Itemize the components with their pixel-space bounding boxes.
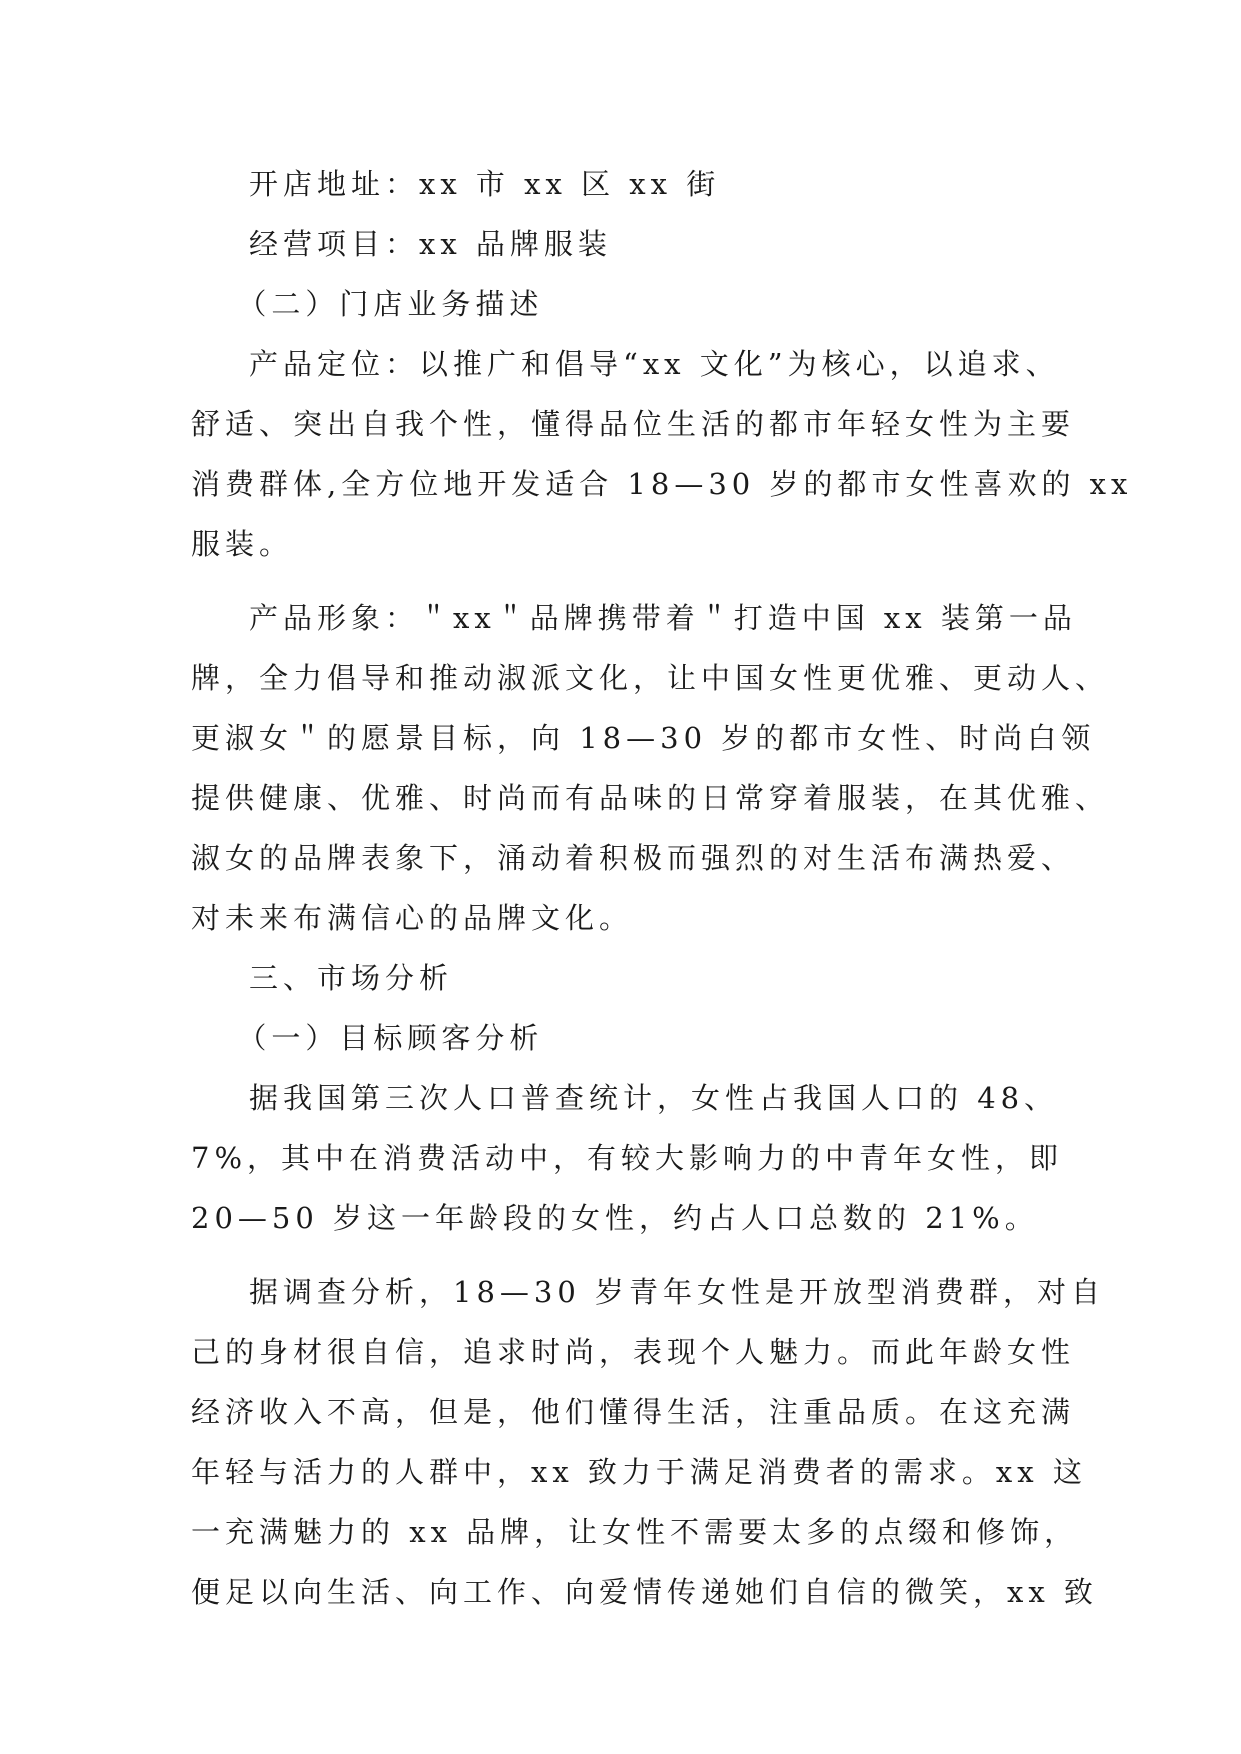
section-heading-store-business: （二）门店业务描述: [237, 287, 544, 321]
section-heading-target-customers: （一）目标顾客分析: [237, 1021, 544, 1055]
paragraph-line: 经济收入不高，但是，他们懂得生活，注重品质。在这充满: [191, 1395, 1076, 1429]
paragraph-survey: [191, 1262, 1106, 1622]
section-heading-market-analysis: 三、市场分析: [249, 961, 454, 995]
paragraph-line: 消费群体,全方位地开发适合 18—30 岁的都市女性喜欢的 xx: [191, 467, 1133, 501]
paragraph-line: 牌，全力倡导和推动淑派文化，让中国女性更优雅、更动人、: [191, 661, 1110, 695]
paragraph-product-image: [191, 588, 1110, 948]
paragraph-line: 据我国第三次人口普查统计，女性占我国人口的 48、: [249, 1081, 1059, 1115]
document-body: [191, 154, 1133, 1622]
paragraph-line: 服装。: [191, 527, 294, 561]
paragraph-line: 产品形象：＂xx＂品牌携带着＂打造中国 xx 装第一品: [249, 601, 1077, 635]
paragraph-line: 提供健康、优雅、时尚而有品味的日常穿着服装，在其优雅、: [191, 781, 1110, 815]
paragraph-line: 产品定位：以推广和倡导“xx 文化”为核心，以追求、: [249, 347, 1060, 381]
paragraph-line: 舒适、突出自我个性，懂得品位生活的都市年轻女性为主要: [191, 407, 1076, 441]
paragraph-line: 淑女的品牌表象下，涌动着积极而强烈的对生活布满热爱、: [191, 841, 1076, 875]
paragraph-line: 据调查分析，18—30 岁青年女性是开放型消费群，对自: [249, 1275, 1106, 1309]
business-items: 经营项目：xx 品牌服装: [249, 227, 612, 261]
paragraph-census: [191, 1068, 1067, 1248]
store-address: 开店地址：xx 市 xx 区 xx 街: [249, 167, 721, 201]
paragraph-line: 20—50 岁这一年龄段的女性，约占人口总数的 21%。: [191, 1201, 1039, 1235]
paragraph-line: 对未来布满信心的品牌文化。: [191, 901, 634, 935]
paragraph-product-positioning: [191, 334, 1133, 574]
paragraph-line: 便足以向生活、向工作、向爱情传递她们自信的微笑，xx 致: [191, 1575, 1098, 1609]
paragraph-line: 7%，其中在消费活动中，有较大影响力的中青年女性，即: [191, 1141, 1064, 1175]
paragraph-line: 更淑女＂的愿景目标，向 18—30 岁的都市女性、时尚白领: [191, 721, 1096, 755]
paragraph-line: 己的身材很自信，追求时尚，表现个人魅力。而此年龄女性: [191, 1335, 1076, 1369]
paragraph-line: 年轻与活力的人群中，xx 致力于满足消费者的需求。xx 这: [191, 1455, 1087, 1489]
paragraph-line: 一充满魅力的 xx 品牌，让女性不需要太多的点缀和修饰，: [191, 1515, 1079, 1549]
